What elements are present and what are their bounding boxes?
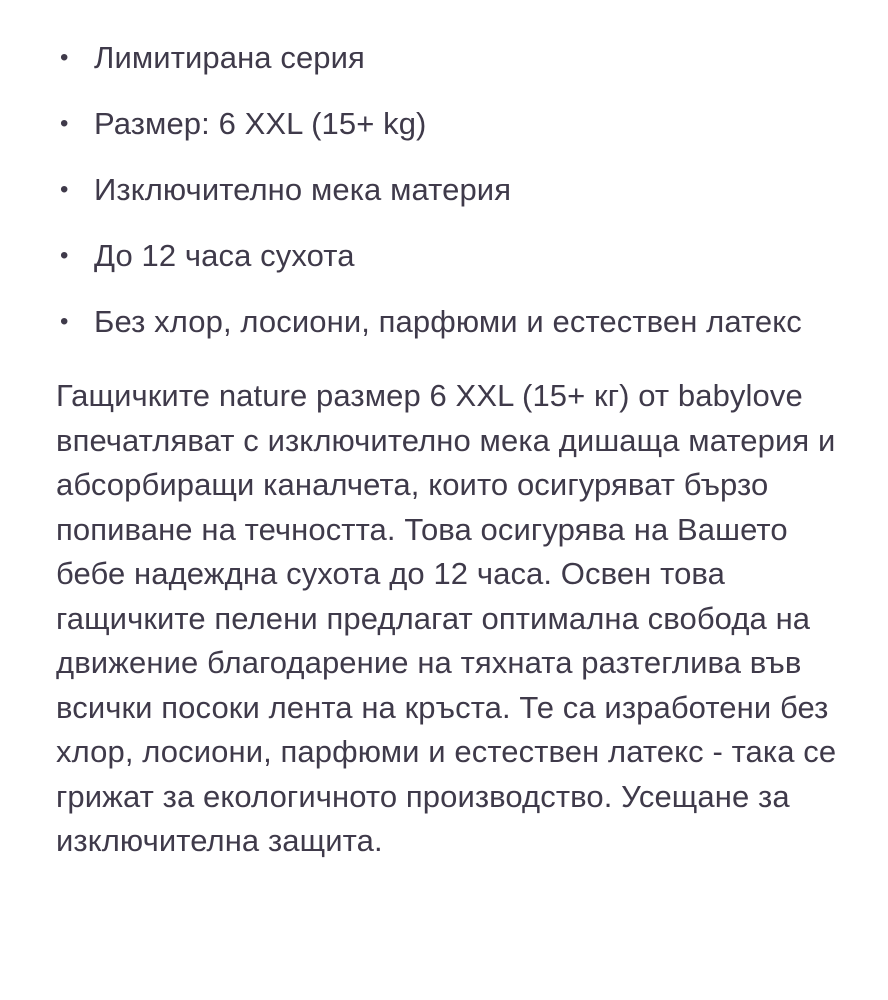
feature-text: Без хлор, лосиони, парфюми и естествен латекс: [94, 304, 802, 339]
bullet-icon: •: [60, 44, 69, 71]
feature-text: До 12 часа сухота: [94, 238, 355, 273]
feature-item-limited-edition: [56, 36, 848, 80]
product-description: Гащичките nature размер 6 XXL (15+ кг) от babylove впечатляват с изключително мека дишаща материя и абсорбиращи каналчета, които осигуряват бързо попиване на течността. Това осигурява на Вашето бебе надеждна сухота до 12 часа. Освен това гащичките пелени предлагат оптимална свобода на движение благодарение на тяхната разтеглива във всички посоки лента на кръста. Те са изработени без хлор, лосиони, парфюми и естествен латекс - така се грижат за екологичното производство. Усещане за изключителна защита.: [56, 378, 837, 858]
feature-text: Изключително мека материя: [94, 172, 512, 207]
feature-item-free-from: [56, 300, 848, 344]
bullet-icon: •: [60, 176, 69, 203]
bullet-icon: •: [60, 110, 69, 137]
feature-list: [56, 36, 848, 344]
feature-text: Размер: 6 XXL (15+ kg): [94, 106, 427, 141]
feature-item-soft-material: [56, 168, 848, 212]
feature-item-dryness: [56, 234, 848, 278]
bullet-icon: •: [60, 308, 69, 335]
feature-text: Лимитирана серия: [94, 40, 365, 75]
feature-item-size: [56, 102, 848, 146]
bullet-icon: •: [60, 242, 69, 269]
